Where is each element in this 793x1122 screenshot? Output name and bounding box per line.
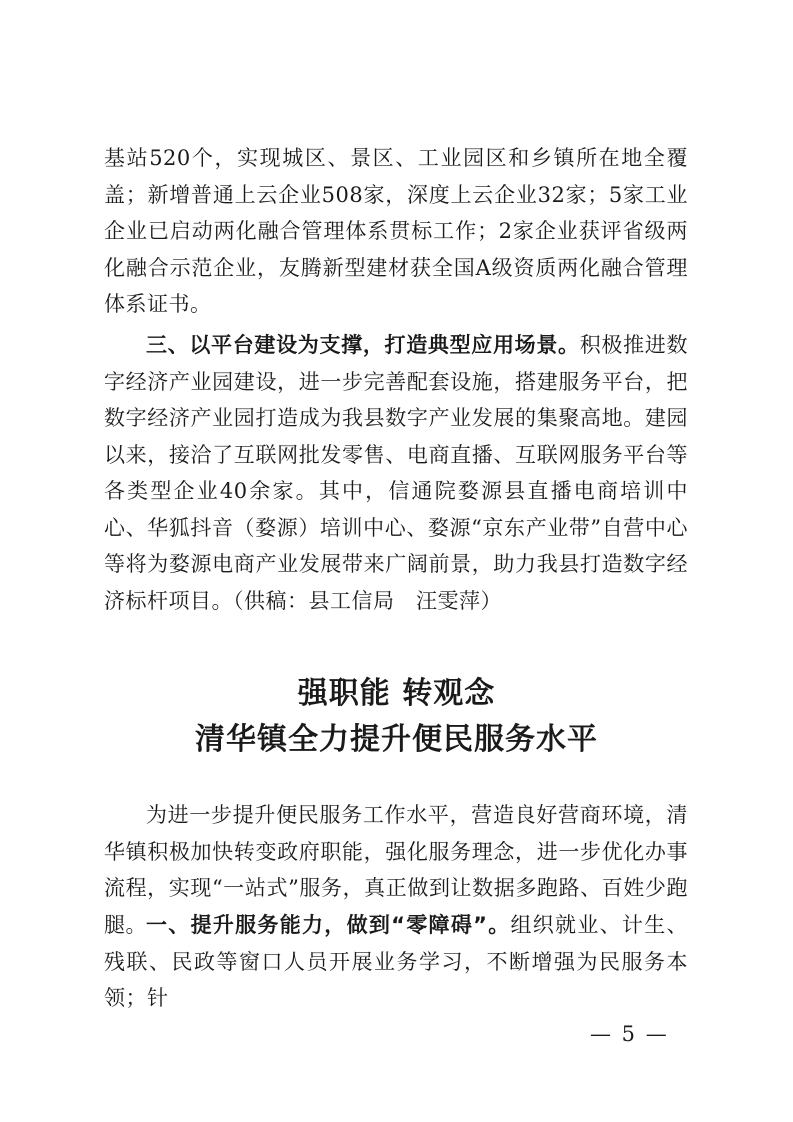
paragraph-intro: 为进一步提升便民服务工作水平，营造良好营商环境，清华镇积极加快转变政府职能，强化服务理念，进一步优化办事流程，实现“一站式”服务，真正做到让数据多跑路、百姓少跑腿。 [104,803,688,937]
section-heading-platform: 三、以平台建设为支撑，打造典型应用场景。 [146,333,580,357]
section-body-platform: 积极推进数字经济产业园建设，进一步完善配套设施，搭建服务平台，把数字经济产业园打造成为我县数字产业发展的集聚高地。建园以来，接洽了互联网批发零售、电商直播、互联网服务平台等各类型企业40余家。其中，信通院婺源县直播电商培训中心、华狐抖音（婺源）培训中心、婺源“京东产业带”自营中心等将为婺源电商产业发展带来广阔前景，助力我县打造数字经济标杆项目。（供稿：县工信局 汪雯萍） [104,333,688,613]
paragraph-point-one [104,907,688,1017]
article-title-line2: 清华镇全力提升便民服务水平 [195,722,598,757]
point-one-heading: 一、提升服务能力，做到“零障碍”。 [146,913,511,937]
point-one-body: 组织就业、计生、残联、民政等窗口人员开展业务学习，不断增强为民服务本领；针 [104,913,688,1010]
paragraph-platform-construction [104,327,688,619]
page-number: — 5 — [590,1022,669,1046]
paragraph-continuation: 基站520个，实现城区、景区、工业园区和乡镇所在地全覆盖；新增普通上云企业508家，深度上云企业32家；5家工业企业已启动两化融合管理体系贯标工作；2家企业获评省级两化融合示范企业，友腾新型建材获全国A级资质两化融合管理体系证书。 [104,146,688,316]
article-title-line1: 强职能 转观念 [297,676,496,711]
